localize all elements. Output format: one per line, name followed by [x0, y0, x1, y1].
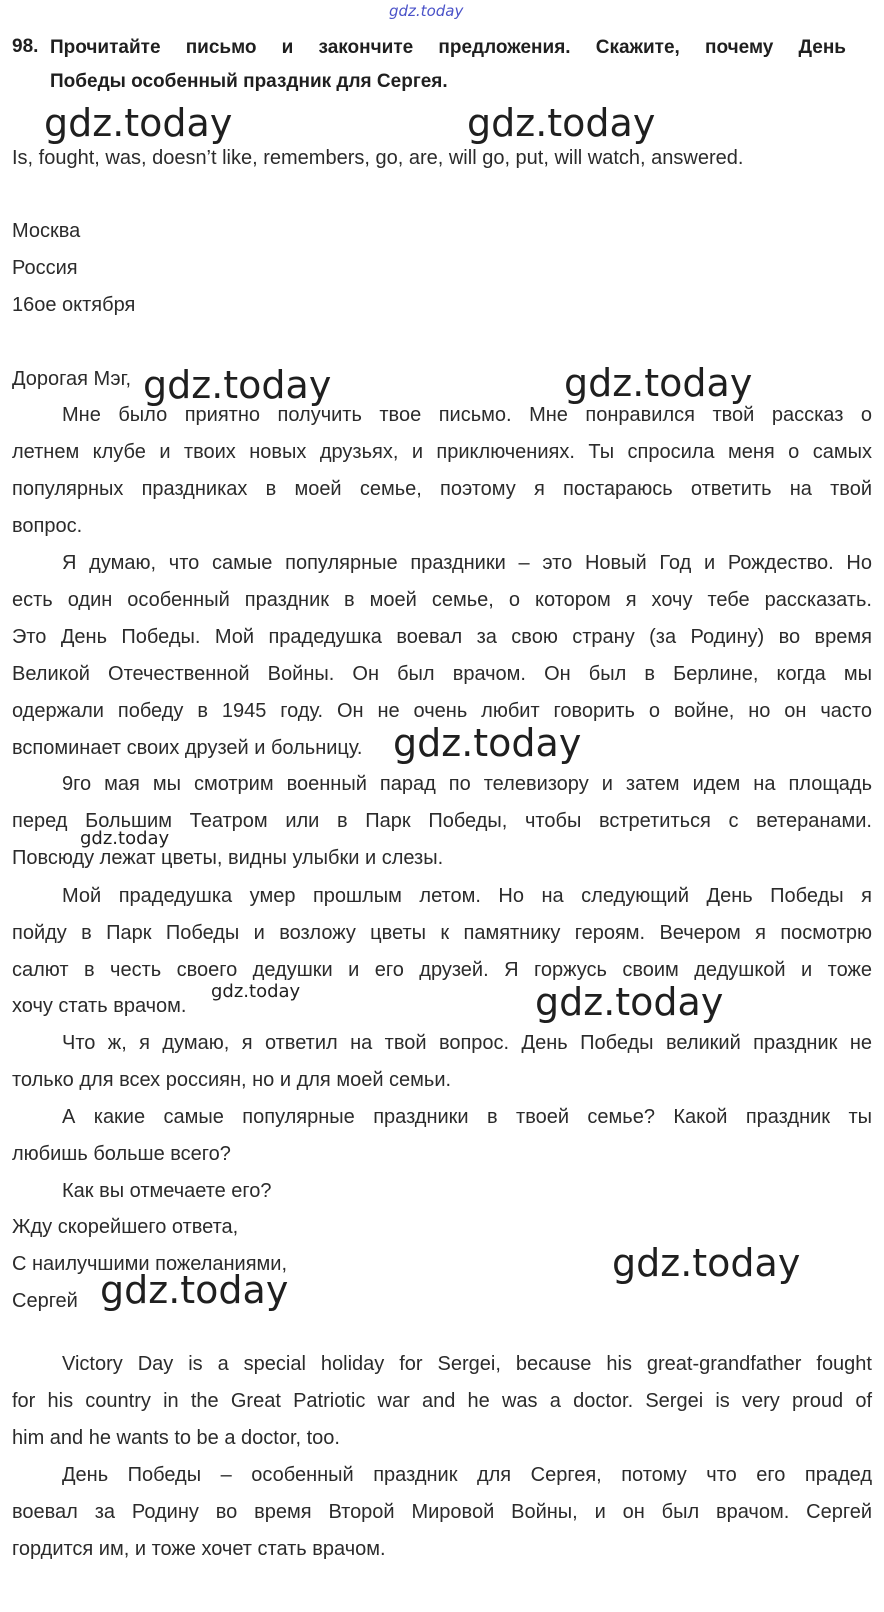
watermark: gdz.today	[612, 1241, 801, 1285]
address-date: 16ое октября	[12, 294, 136, 316]
watermark: gdz.today	[44, 101, 233, 145]
letter-greeting: Дорогая Мэг,	[12, 368, 132, 390]
address-country: Россия	[12, 257, 78, 279]
english-answer-line: him and he wants to be a doctor, too.	[12, 1427, 340, 1449]
letter-line: Повсюду лежат цветы, видны улыбки и слезы.	[12, 847, 444, 869]
task-title-line-2: Победы особенный праздник для Сергея.	[50, 71, 448, 92]
letter-line: А какие самые популярные праздники в твоей семье? Какой праздник ты	[62, 1106, 872, 1128]
letter-line: одержали победу в 1945 году. Он не очень любит говорить о войне, но он часто	[12, 700, 872, 722]
russian-answer-line: воевал за Родину во время Второй Мировой Войны, и он был врачом. Сергей	[12, 1501, 872, 1523]
letter-line: перед Большим Театром или в Парк Победы, чтобы встретиться с ветеранами.	[12, 810, 872, 832]
letter-line: Мне было приятно получить твое письмо. Мне понравился твой рассказ о	[62, 404, 872, 426]
english-answer-line: Victory Day is a special holiday for Sergei, because his great-grandfather fought	[62, 1353, 872, 1375]
letter-line: пойду в Парк Победы и возложу цветы к памятнику героям. Вечером я посмотрю	[12, 922, 872, 944]
letter-line: салют в честь своего дедушки и его друзей. Я горжусь своим дедушкой и тоже	[12, 959, 872, 981]
letter-line: любишь больше всего?	[12, 1143, 231, 1165]
task-title-line-1: Прочитайте письмо и закончите предложения. Скажите, почему День	[50, 37, 846, 58]
watermark: gdz.today	[143, 363, 332, 407]
letter-line: Как вы отмечаете его?	[62, 1180, 272, 1202]
letter-line: популярных праздниках в моей семье, поэтому я постараюсь ответить на твой	[12, 478, 872, 500]
letter-line: Это День Победы. Мой прадедушка воевал за свою страну (за Родину) во время	[12, 626, 872, 648]
answer-words: Is, fought, was, doesn’t like, remembers, go, are, will go, put, will watch, answered.	[12, 147, 744, 169]
letter-line: Жду скорейшего ответа,	[12, 1216, 239, 1238]
watermark: gdz.today	[467, 101, 656, 145]
watermark-top: gdz.today	[389, 2, 464, 20]
letter-line: есть один особенный праздник в моей семье, о котором я хочу тебе рассказать.	[12, 589, 872, 611]
address-city: Москва	[12, 220, 81, 242]
letter-line: 9го мая мы смотрим военный парад по телевизору и затем идем на площадь	[62, 773, 872, 795]
watermark: gdz.today	[211, 981, 301, 1002]
watermark: gdz.today	[564, 361, 753, 405]
letter-line: только для всех россиян, но и для моей семьи.	[12, 1069, 452, 1091]
letter-line: Что ж, я думаю, я ответил на твой вопрос. День Победы великий праздник не	[62, 1032, 872, 1054]
letter-line: Мой прадедушка умер прошлым летом. Но на следующий День Победы я	[62, 885, 872, 907]
english-answer-line: for his country in the Great Patriotic war and he was a doctor. Sergei is very proud of	[12, 1390, 872, 1412]
watermark: gdz.today	[80, 828, 170, 849]
letter-line: вспоминает своих друзей и больницу.	[12, 737, 363, 759]
russian-answer-line: День Победы – особенный праздник для Сергея, потому что его прадед	[62, 1464, 872, 1486]
watermark: gdz.today	[100, 1268, 289, 1312]
letter-signature: Сергей	[12, 1290, 78, 1312]
letter-line: вопрос.	[12, 515, 83, 537]
letter-line: Я думаю, что самые популярные праздники – это Новый Год и Рождество. Но	[62, 552, 872, 574]
letter-line: Великой Отечественной Войны. Он был врачом. Он был в Берлине, когда мы	[12, 663, 872, 685]
letter-line: хочу стать врачом.	[12, 995, 187, 1017]
russian-answer-line: гордится им, и тоже хочет стать врачом.	[12, 1538, 386, 1560]
task-number: 98.	[12, 36, 39, 57]
letter-line: летнем клубе и твоих новых друзьях, и приключениях. Ты спросила меня о самых	[12, 441, 872, 463]
watermark: gdz.today	[393, 721, 582, 765]
watermark: gdz.today	[535, 980, 724, 1024]
letter-line: С наилучшими пожеланиями,	[12, 1253, 288, 1275]
